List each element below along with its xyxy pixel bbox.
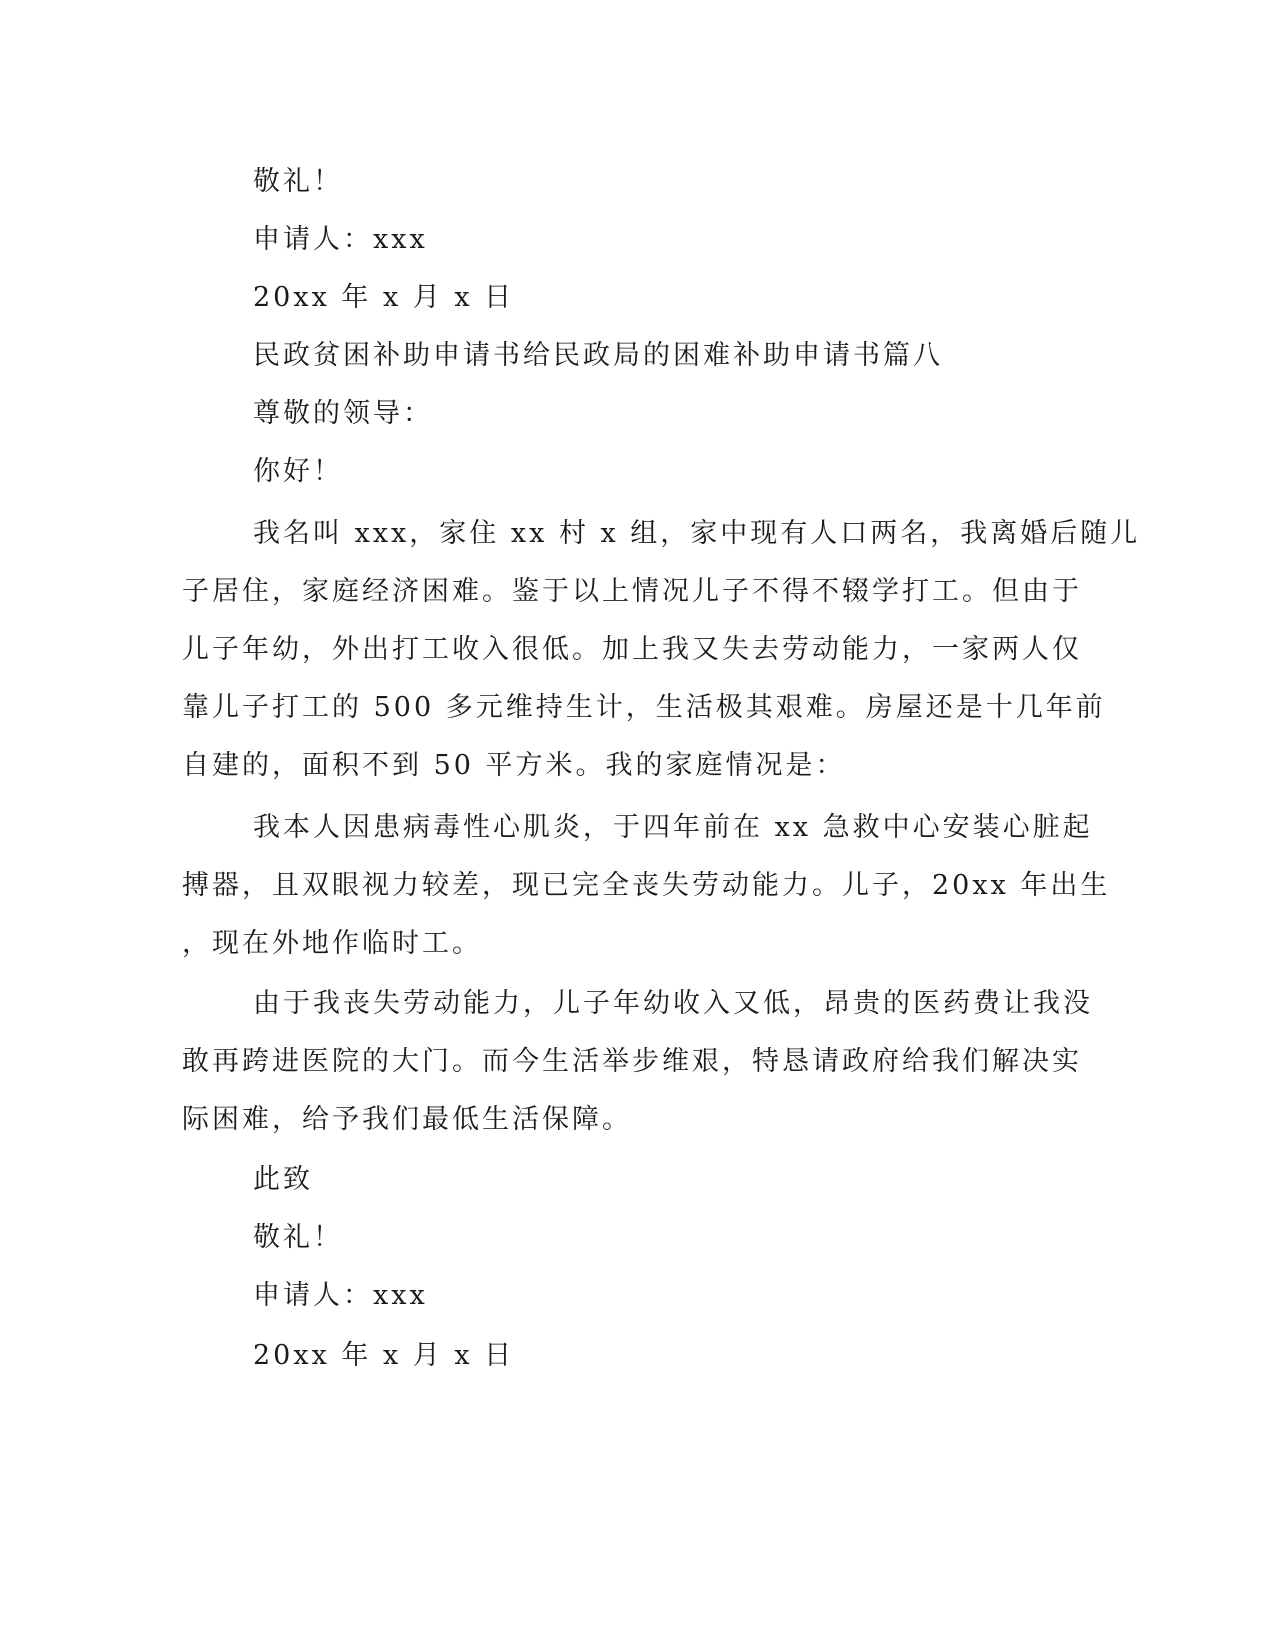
body-paragraph-line: 子居住，家庭经济困难。鉴于以上情况儿子不得不辍学打工。但由于	[182, 576, 1082, 607]
closing-salute: 敬礼！	[253, 166, 343, 197]
signature-date: 20xx 年 x 月 x 日	[253, 282, 515, 313]
signature-date: 20xx 年 x 月 x 日	[253, 1340, 515, 1371]
body-paragraph-line: 搏器，且双眼视力较差，现已完全丧失劳动能力。儿子，20xx 年出生	[182, 870, 1111, 901]
closing-salute: 敬礼！	[253, 1222, 343, 1253]
applicant-signature: 申请人：xxx	[253, 1280, 428, 1311]
body-paragraph-line: 自建的，面积不到 50 平方米。我的家庭情况是：	[182, 750, 846, 781]
body-paragraph-line: 际困难，给予我们最低生活保障。	[182, 1104, 632, 1135]
body-paragraph-line: 由于我丧失劳动能力，儿子年幼收入又低，昂贵的医药费让我没	[253, 988, 1093, 1019]
salutation: 尊敬的领导：	[253, 398, 433, 429]
section-title: 民政贫困补助申请书给民政局的困难补助申请书篇八	[253, 340, 943, 371]
body-paragraph-line: 敢再跨进医院的大门。而今生活举步维艰，特恳请政府给我们解决实	[182, 1046, 1082, 1077]
body-paragraph-line: 我本人因患病毒性心肌炎，于四年前在 xx 急救中心安装心脏起	[253, 812, 1093, 843]
body-paragraph-line: 靠儿子打工的 500 多元维持生计，生活极其艰难。房屋还是十几年前	[182, 692, 1106, 723]
greeting: 你好！	[253, 456, 343, 487]
closing-phrase: 此致	[253, 1164, 313, 1195]
body-paragraph-line: 我名叫 xxx，家住 xx 村 x 组，家中现有人口两名，我离婚后随儿	[253, 518, 1141, 549]
body-paragraph-line: 儿子年幼，外出打工收入很低。加上我又失去劳动能力，一家两人仅	[182, 634, 1082, 665]
body-paragraph-line: ，现在外地作临时工。	[182, 928, 482, 959]
applicant-signature: 申请人：xxx	[253, 224, 428, 255]
